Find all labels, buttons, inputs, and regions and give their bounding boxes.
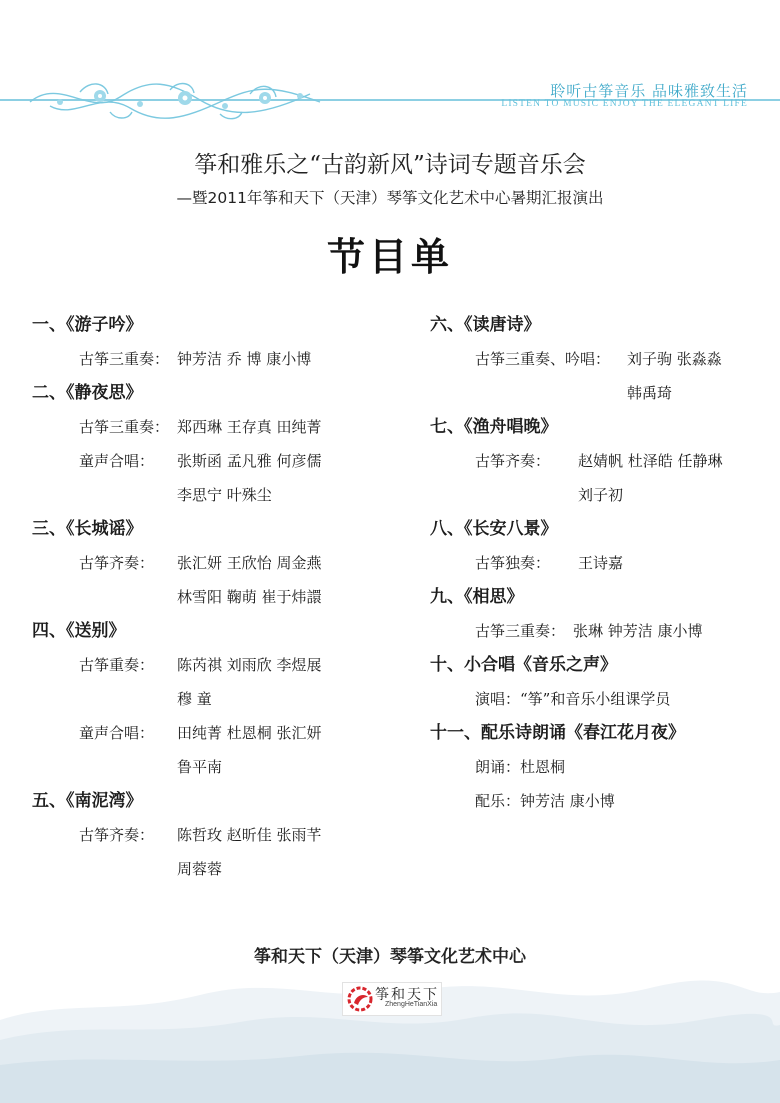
organizer-logo — [342, 982, 442, 1016]
program-item — [32, 376, 402, 512]
program-item — [430, 580, 770, 648]
program-item-title: 十、小合唱《音乐之声》 — [430, 655, 617, 675]
program-item-title: 七、《渔舟唱晚》 — [430, 417, 558, 437]
program-item-title: 三、《长城谣》 — [32, 519, 143, 539]
performer-row — [430, 342, 770, 410]
performer-role: 古筝独奏： — [475, 554, 551, 572]
performer-names: 郑西琳 王存真 田纯菁 — [177, 418, 322, 436]
program-item — [430, 512, 770, 580]
performer-role: 古筝三重奏： — [475, 622, 566, 640]
program-item-title: 五、《南泥湾》 — [32, 791, 143, 811]
performer-role: 古筝重奏： — [79, 656, 155, 674]
performer-names: 刘子初 — [578, 486, 624, 504]
performer-names: 陈芮祺 刘雨欣 李煜展 — [177, 656, 322, 674]
performer-names: 王诗嘉 — [578, 554, 624, 572]
program-item-title: 九、《相思》 — [430, 587, 524, 607]
performer-names: 钟芳洁 乔 博 康小博 — [177, 350, 312, 368]
performer-row — [430, 784, 770, 818]
performer-row — [430, 614, 770, 648]
performer-names: 陈哲玫 赵昕佳 张雨芊 — [177, 826, 322, 844]
performer-role: 古筝齐奏： — [475, 452, 551, 470]
floral-ornament-icon — [20, 72, 340, 124]
program-item — [32, 308, 402, 376]
concert-title: 筝和雅乐之“古韵新风”诗词专题音乐会 — [194, 152, 586, 178]
performer-row — [430, 682, 770, 716]
program-item-title: 八、《长安八景》 — [430, 519, 558, 539]
performer-role: 朗诵： — [475, 758, 521, 776]
program-item-title: 十一、配乐诗朗诵《春江花月夜》 — [430, 723, 685, 743]
performer-names: 张斯函 孟凡雅 何彦儒 — [177, 452, 322, 470]
performer-names: 李思宁 叶殊尘 — [177, 486, 272, 504]
performer-names: 钟芳洁 康小博 — [520, 792, 615, 810]
program-item — [430, 410, 770, 512]
performer-names: 韩禹琦 — [627, 384, 673, 402]
program-left-column — [32, 308, 402, 886]
concert-subtitle: —暨2011年筝和天下（天津）琴筝文化艺术中心暑期汇报演出 — [176, 189, 604, 207]
performer-role: 古筝三重奏： — [79, 418, 170, 436]
program-item — [32, 512, 402, 614]
performer-names: 张琳 钟芳洁 康小博 — [573, 622, 703, 640]
performer-names: 穆 童 — [177, 690, 212, 708]
performer-role: 古筝齐奏： — [79, 554, 155, 572]
performer-names: 张汇妍 王欣怡 周金燕 — [177, 554, 322, 572]
performer-names: 赵婧帆 杜泽皓 任静琳 — [578, 452, 723, 470]
performer-role: 演唱： — [475, 690, 521, 708]
program-right-column — [430, 308, 770, 818]
performer-row — [32, 444, 402, 512]
performer-row — [32, 342, 402, 376]
performer-row — [32, 410, 402, 444]
performer-row — [32, 716, 402, 784]
program-item-title: 一、《游子吟》 — [32, 315, 143, 335]
program-item — [430, 648, 770, 716]
performer-names: 田纯菁 杜恩桐 张汇妍 — [177, 724, 322, 742]
performer-row — [32, 818, 402, 886]
program-item — [430, 308, 770, 410]
header-slogan: 聆听古筝音乐 品味雅致生活 — [550, 82, 748, 100]
phoenix-logo-icon — [346, 985, 374, 1013]
performer-names: 刘子驹 张淼淼 — [627, 350, 722, 368]
program-heading: 节目单 — [326, 234, 453, 279]
performer-names: 林雪阳 鞠萌 崔于炜譞 — [177, 588, 322, 606]
organizer-name: 筝和天下（天津）琴筝文化艺术中心 — [254, 947, 526, 967]
program-item-title: 六、《读唐诗》 — [430, 315, 541, 335]
performer-role: 古筝三重奏： — [79, 350, 170, 368]
logo-english-text: ZhengHeTianXia — [385, 1001, 438, 1008]
performer-role: 童声合唱： — [79, 724, 155, 742]
performer-names: 鲁平南 — [177, 758, 223, 776]
performer-names: “筝”和音乐小组课学员 — [520, 690, 671, 708]
performer-role: 古筝三重奏、吟唱： — [475, 350, 611, 368]
program-item — [430, 716, 770, 818]
performer-row — [430, 546, 770, 580]
program-item-title: 四、《送别》 — [32, 621, 126, 641]
performer-role: 童声合唱： — [79, 452, 155, 470]
performer-row — [32, 546, 402, 614]
performer-row — [32, 648, 402, 716]
program-item-title: 二、《静夜思》 — [32, 383, 143, 403]
performer-role: 古筝齐奏： — [79, 826, 155, 844]
performer-names: 杜恩桐 — [520, 758, 566, 776]
performer-names: 周蓉蓉 — [177, 860, 223, 878]
header-slogan-english: LISTEN TO MUSIC ENJOY THE ELEGANT LIFE — [501, 99, 748, 109]
performer-row — [430, 750, 770, 784]
program-item — [32, 784, 402, 886]
program-item — [32, 614, 402, 784]
performer-role: 配乐： — [475, 792, 521, 810]
logo-chinese-text: 筝和天下 — [375, 987, 439, 1003]
performer-row — [430, 444, 770, 512]
